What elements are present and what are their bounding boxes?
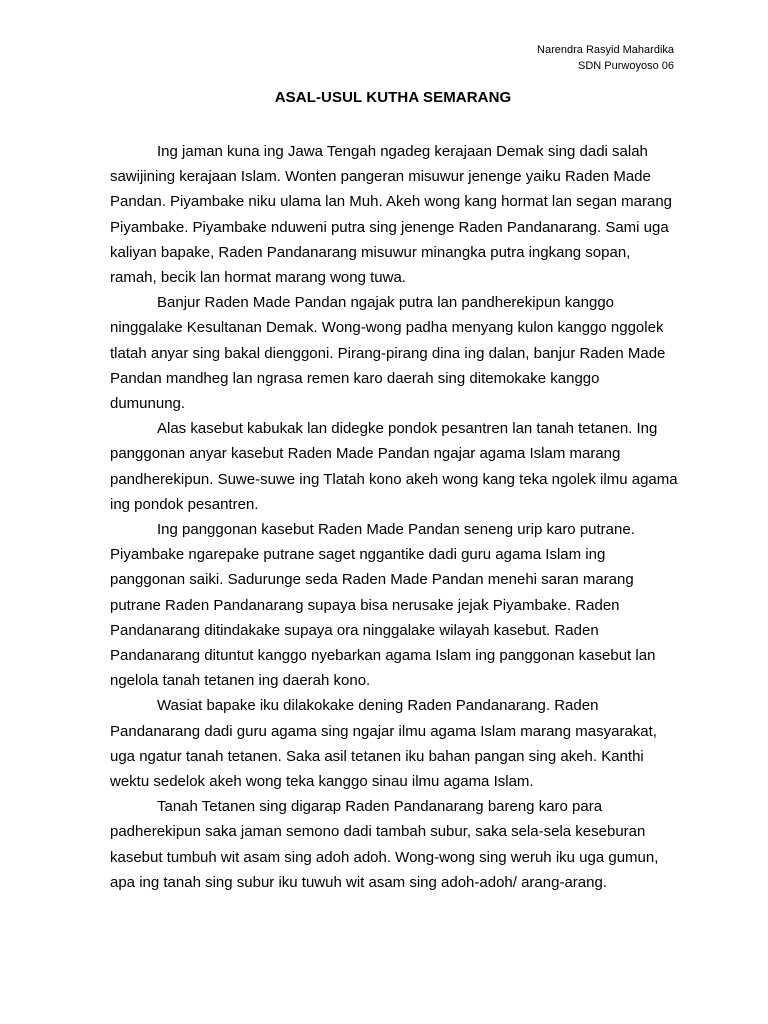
author-name: Narendra Rasyid Mahardika (537, 44, 674, 56)
paragraph: Alas kasebut kabukak lan didegke pondok pesantren lan tanah tetanen. Ing panggonan anyar kasebut Raden Made Pandan ngajar agama Islam marang pandherekipun. Suwe-suwe ing Tlatah kono akeh wong kang teka ngolek ilmu agama ing pondok pesantren. (110, 420, 678, 513)
paragraph: Wasiat bapake iku dilakokake dening Raden Pandanarang. Raden Pandanarang dadi guru agama sing ngajar ilmu agama Islam marang masyarakat, uga ngatur tanah tetanen. Saka asil tetanen iku bahan pangan sing akeh. Kanthi wektu sedelok akeh wong teka kanggo sinau ilmu agama Islam. (110, 697, 657, 791)
paragraph: Tanah Tetanen sing digarap Raden Pandanarang bareng karo para padherekipun saka jaman semono dadi tambah subur, saka sela-sela keseburan kasebut tumbuh wit asam sing adoh adoh. Wong-wong sing weruh iku uga gumun, apa ing tanah sing subur iku tuwuh wit asam sing adoh-adoh/ arang-arang. (110, 798, 659, 891)
paragraph: Ing jaman kuna ing Jawa Tengah ngadeg kerajaan Demak sing dadi salah sawijining kerajaan Islam. Wonten pangeran misuwur jenenge yaiku Raden Made Pandan. Piyambake niku ulama lan Muh. Akeh wong kang hormat lan segan marang Piyambake. Piyambake nduweni putra sing jenenge Raden Pandanarang. Sami uga kaliyan bapake, Raden Pandanarang misuwur minangka putra ingkang sopan, ramah, becik lan hormat marang wong tuwa. (110, 143, 673, 287)
school-name: SDN Purwoyoso 06 (578, 60, 674, 72)
document-title: ASAL-USUL KUTHA SEMARANG (274, 89, 512, 106)
document-body (110, 139, 678, 895)
document-header (537, 42, 674, 74)
paragraph: Banjur Raden Made Pandan ngajak putra lan pandherekipun kanggo ninggalake Kesultanan Demak. Wong-wong padha menyang kulon kanggo nggolek tlatah anyar sing bakal dienggoni. Pirang-pirang dina ing dalan, banjur Raden Made Pandan mandheg lan ngrasa remen karo daerah sing ditemokake kanggo dumunung. (110, 294, 666, 413)
paragraph: Ing panggonan kasebut Raden Made Pandan seneng urip karo putrane. Piyambake ngarepake putrane saget nggantike dadi guru agama Islam ing panggonan saiki. Sadurunge seda Raden Made Pandan menehi saran marang putrane Raden Pandanarang supaya bisa nerusake jejak Piyambake. Raden Pandanarang ditindakake supaya ora ninggalake wilayah kasebut. Raden Pandanarang dituntut kanggo nyebarkan agama Islam ing panggonan kasebut lan ngelola tanah tetanen ing daerah kono. (110, 521, 656, 690)
